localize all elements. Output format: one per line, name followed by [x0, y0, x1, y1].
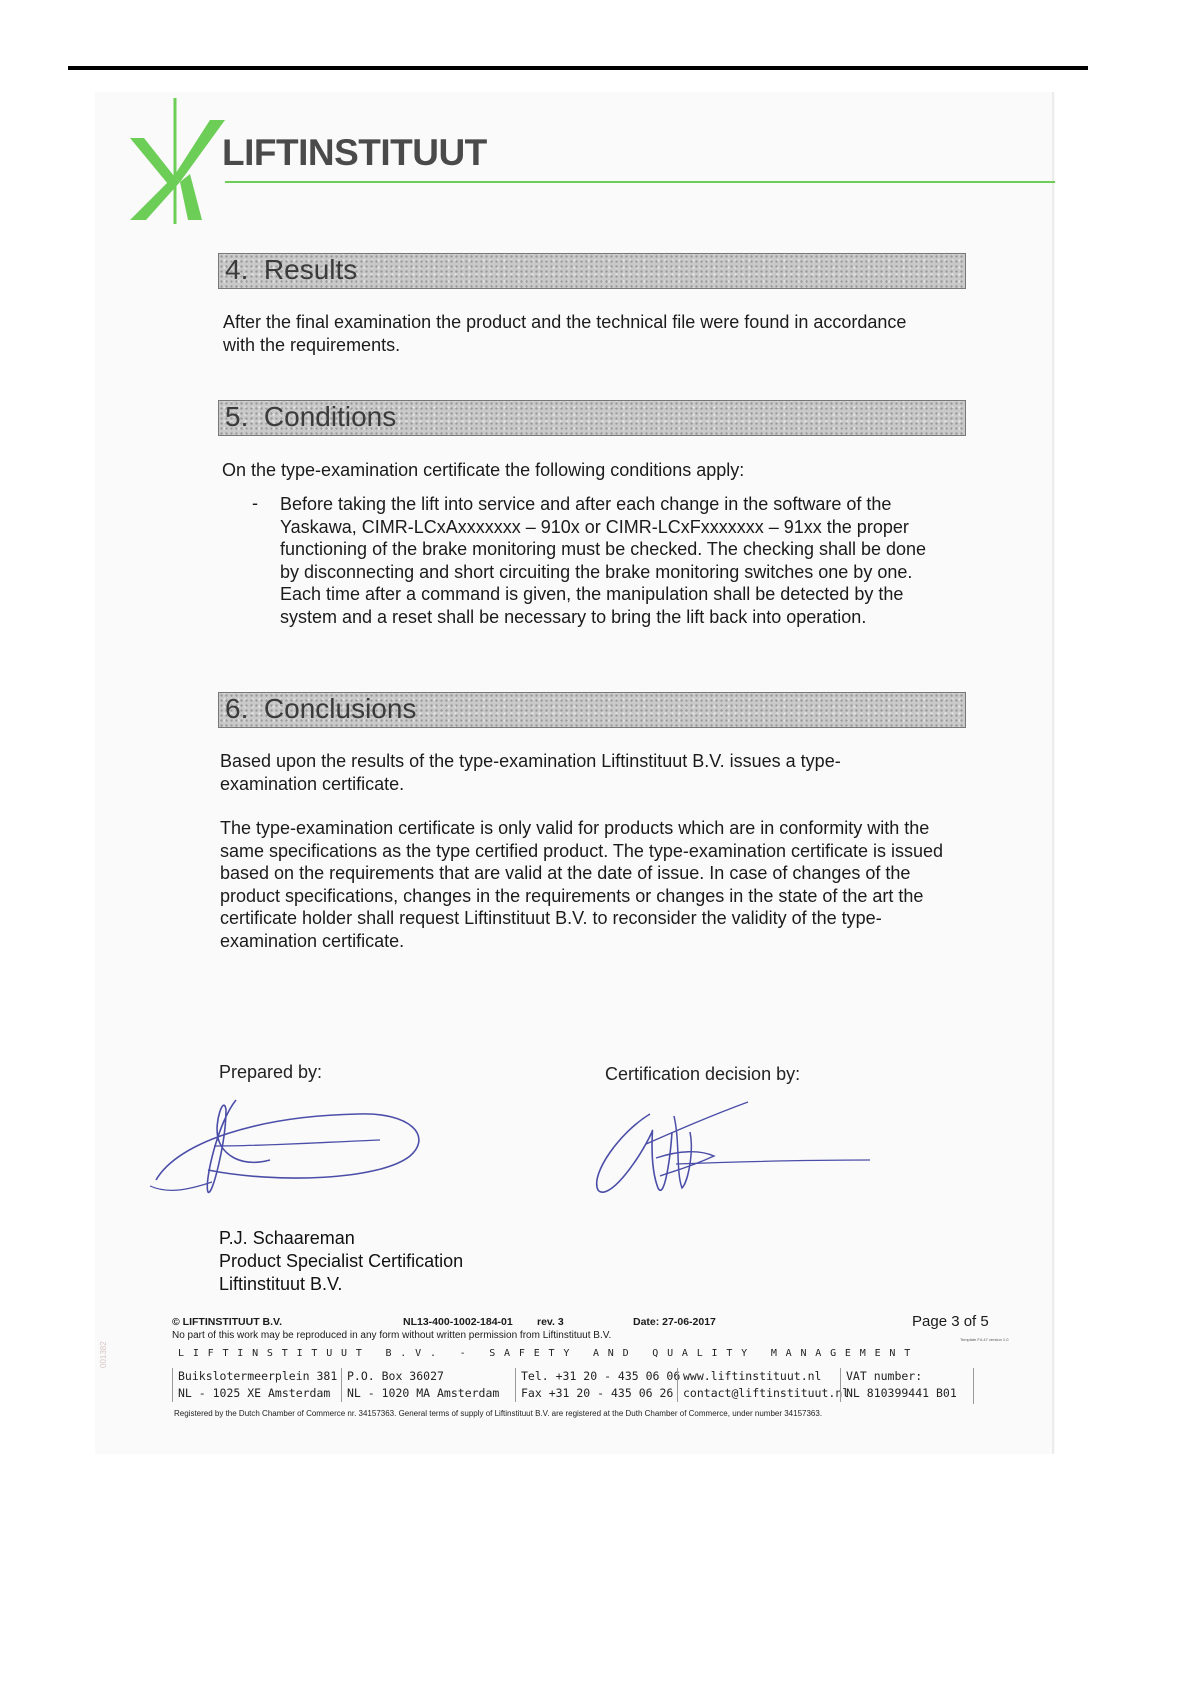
conditions-heading: 5. Conditions: [225, 401, 397, 432]
address-phone-block: [515, 1368, 680, 1402]
conclusions-paragraph-1: Based upon the results of the type-examination Liftinstituut B.V. issues a type-examination certificate.: [220, 751, 841, 794]
conclusions-heading: 6. Conclusions: [225, 693, 417, 724]
footer-registration: Registered by the Dutch Chamber of Commerce nr. 34157363. General terms of supply of Liftinstituut B.V. are registered at the Duth Chamber of Commerce, under number 34157363.: [174, 1409, 823, 1418]
scan-edge: [1052, 92, 1054, 1454]
signer-name: P.J. Schaareman: [219, 1228, 355, 1248]
footer-document-reference: NL13-400-1002-184-01: [403, 1316, 513, 1328]
address-pobox-block: [341, 1368, 499, 1402]
address-street-block: [172, 1368, 337, 1402]
signer-title: Product Specialist Certification: [219, 1251, 464, 1271]
address-vat-block: [840, 1368, 957, 1402]
conclusions-header: [218, 692, 966, 728]
conditions-bullet: Before taking the lift into service and after each change in the software of the Yaskawa, CIMR-LCxAxxxxxxx – 910x or CIMR-LCxFxxxxxxx – 91xx the proper functioning of the brake monitoring must be checked. The checking shall be done by disconnecting and short circuiting the brake monitoring switches one by one. Each time after a command is given, the manipulation shall be detected by the system and a reset shall be necessary to bring the lift back into operation.: [280, 494, 927, 627]
conditions-intro: On the type-examination certificate the following conditions apply:: [222, 460, 745, 480]
footer-copyright-notice: No part of this work may be reproduced in any form without written permission from Liftinstituut B.V.: [172, 1330, 612, 1341]
top-rule: [68, 66, 1088, 70]
address-city: NL - 1025 XE Amsterdam: [178, 1386, 331, 1400]
conditions-header: [218, 400, 966, 436]
footer-date: Date: 27-06-2017: [633, 1316, 716, 1328]
address-vat-number: NL 810399441 B01: [846, 1386, 957, 1400]
results-text: After the final examination the product and the technical file were found in accordance with the requirements.: [223, 312, 907, 355]
page-number: Page 3 of 5: [912, 1313, 989, 1330]
address-website: www.liftinstituut.nl: [683, 1369, 822, 1383]
results-heading: 4. Results: [225, 254, 358, 285]
address-fax: Fax +31 20 - 435 06 26: [521, 1386, 674, 1400]
logo-wordmark: LIFTINSTITUUT: [222, 132, 487, 173]
template-version: Template F4-47 version 1.0: [960, 1337, 1009, 1342]
address-telephone: Tel. +31 20 - 435 06 06: [521, 1369, 681, 1383]
signer-organisation: Liftinstituut B.V.: [219, 1274, 343, 1294]
bullet-marker: -: [252, 493, 258, 513]
address-divider-end: [973, 1368, 974, 1404]
footer-copyright: © LIFTINSTITUUT B.V.: [172, 1316, 283, 1328]
signer-block: [219, 1227, 463, 1296]
prepared-by-label: Prepared by:: [219, 1062, 323, 1082]
address-street: Buikslotermeerplein 381: [178, 1369, 338, 1383]
decision-by-label: Certification decision by:: [605, 1064, 801, 1084]
address-web-block: [677, 1368, 849, 1402]
address-pobox-city: NL - 1020 MA Amsterdam: [347, 1386, 500, 1400]
logo-rule: [225, 181, 1055, 183]
footer-tagline: LIFTINSTITUUT B.V. - SAFETY AND QUALITY MANAGEMENT: [178, 1348, 920, 1359]
conclusions-paragraph-2: The type-examination certificate is only valid for products which are in conformity with the same specifications as the type certified product. The type-examination certificate is issued based on the requirements that are valid at the date of issue. In case of changes of the product specifications, changes in the requirements or changes in the state of the art the certificate holder shall request Liftinstituut B.V. to reconsider the validity of the type-examination certificate.: [220, 818, 944, 951]
liftinstituut-logo-icon: [130, 98, 225, 224]
signature-decision: [590, 1092, 870, 1202]
address-email: contact@liftinstituut.nl: [683, 1386, 850, 1400]
signature-prepared: [148, 1082, 423, 1200]
address-vat-label: VAT number:: [846, 1369, 923, 1383]
side-stamp: 001382: [99, 1341, 108, 1368]
footer-revision: rev. 3: [537, 1316, 564, 1328]
results-header: [218, 253, 966, 289]
address-pobox: P.O. Box 36027: [347, 1369, 444, 1383]
